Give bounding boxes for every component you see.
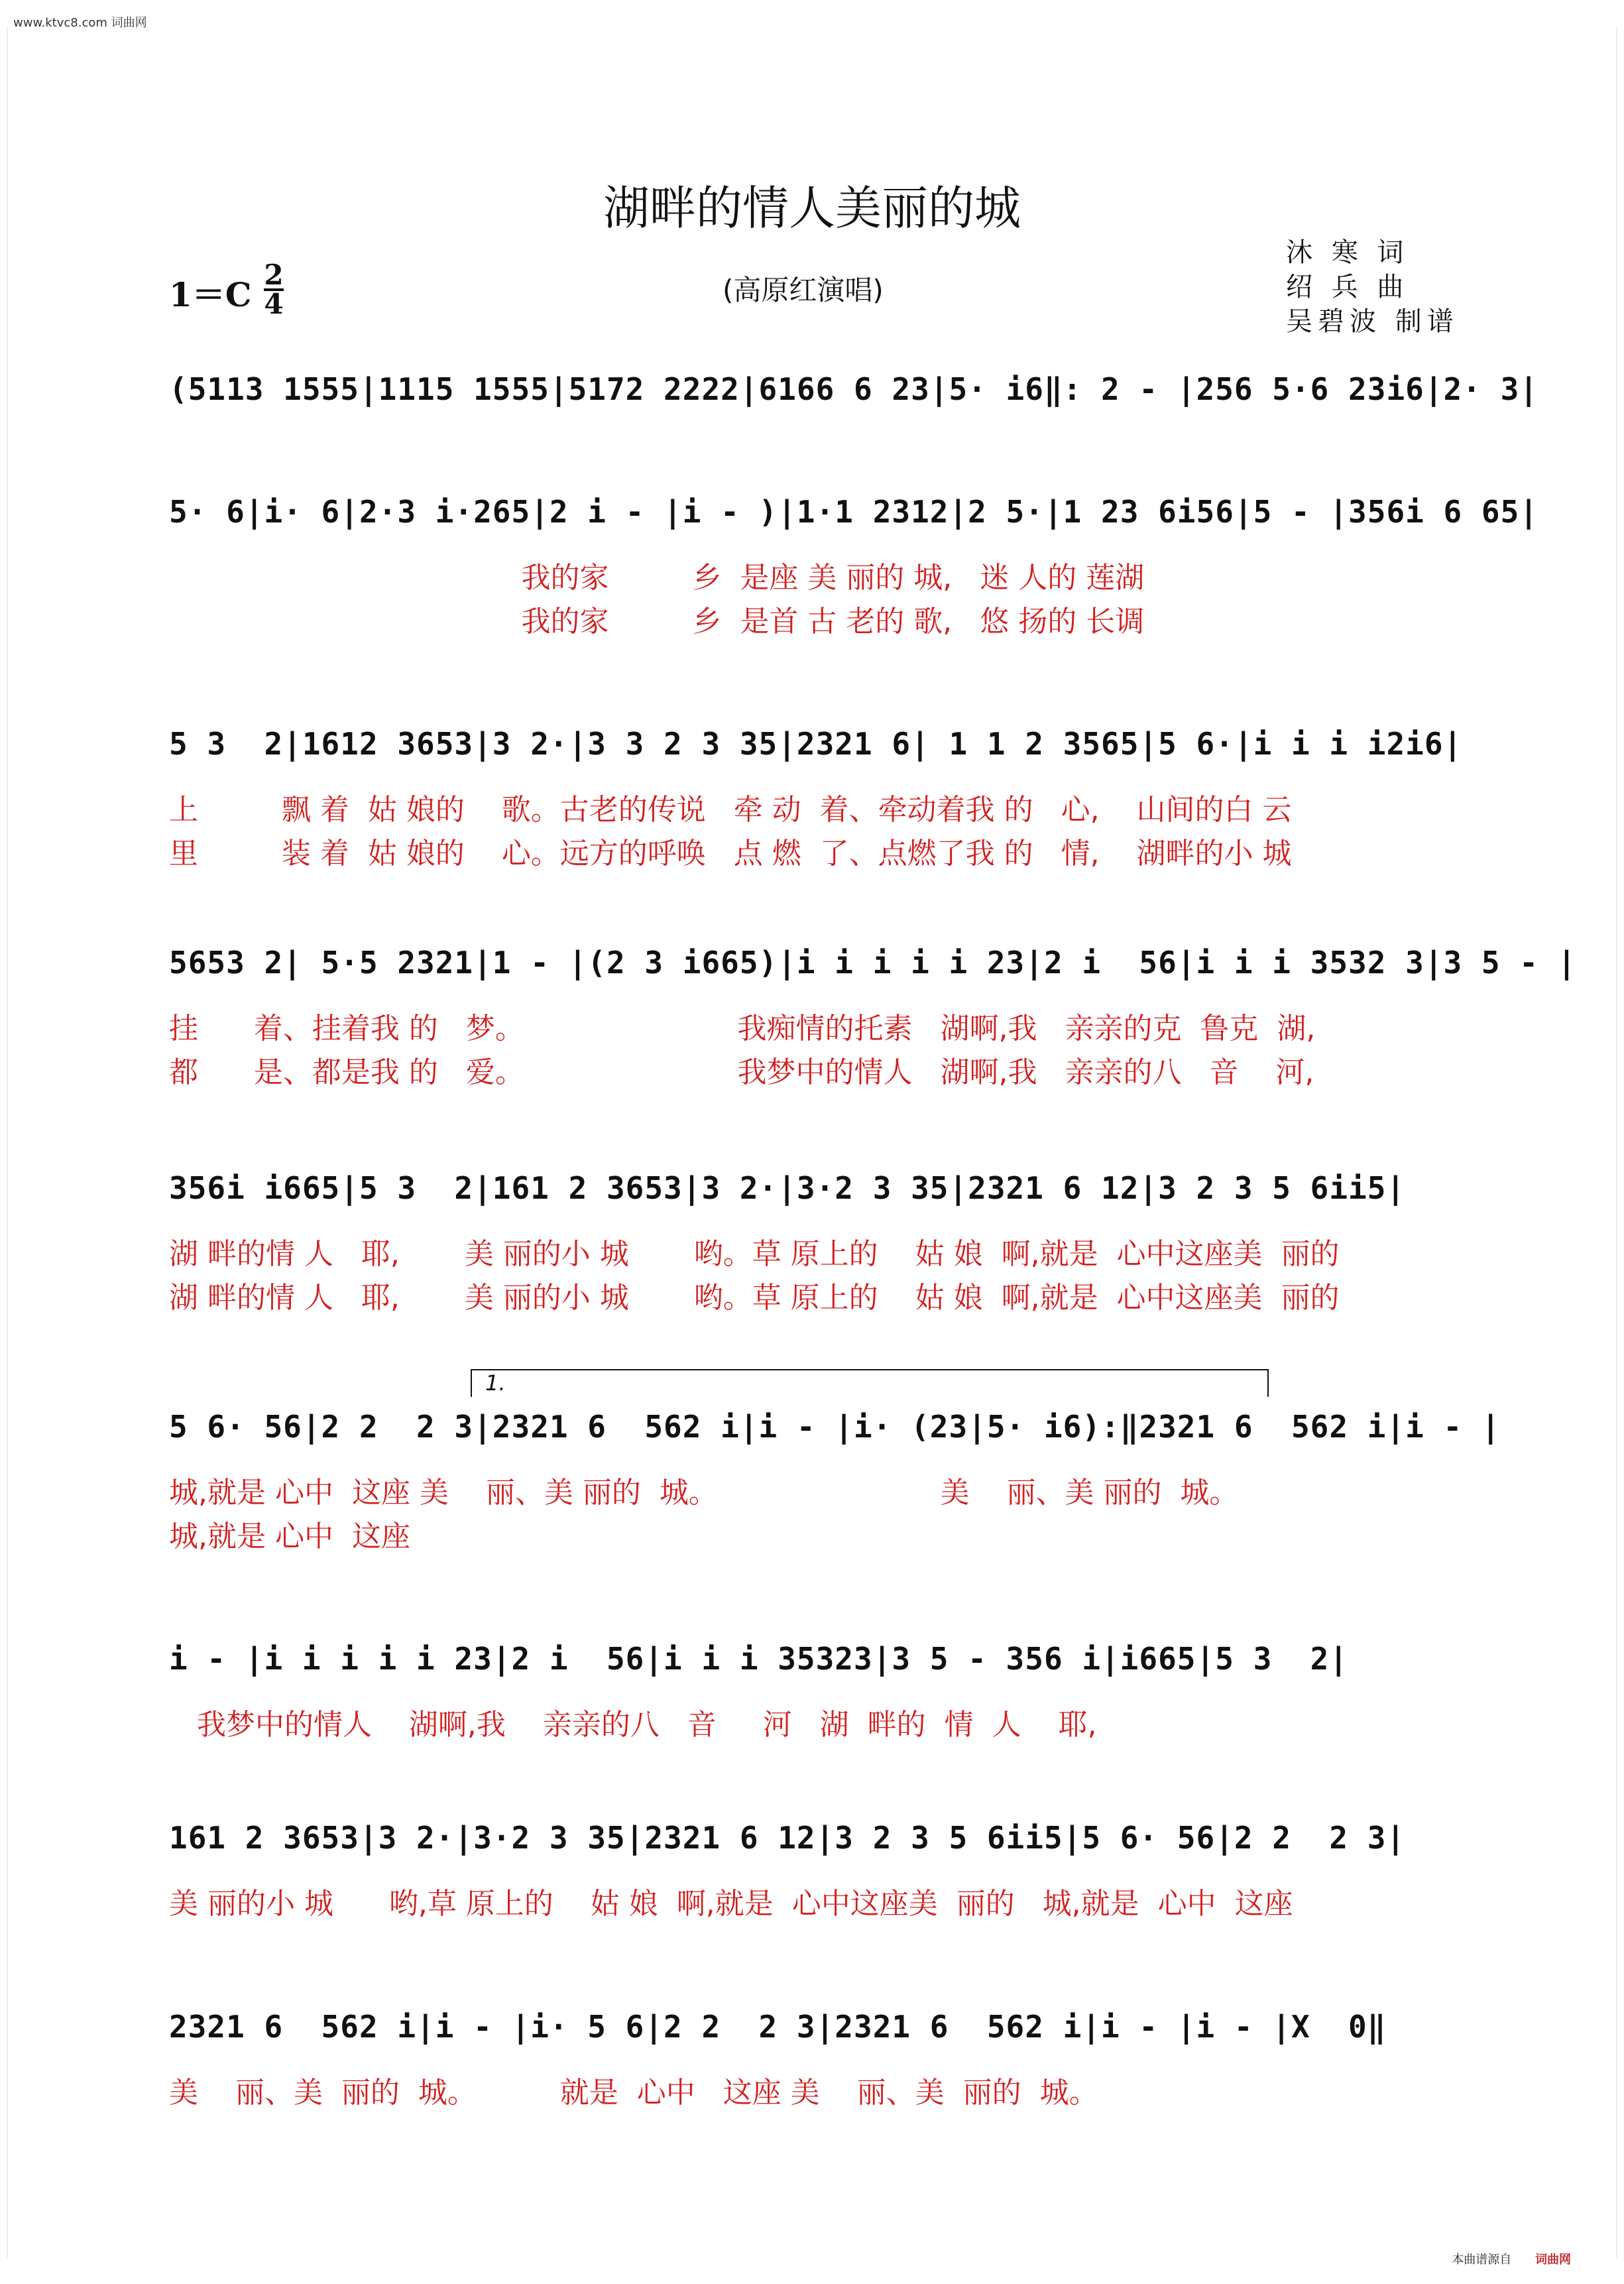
right-margin-line <box>1616 27 1617 2257</box>
arranger-credit: 吴碧波 制谱 <box>1286 306 1459 337</box>
lyric-verse-1: 我的家 乡 是座 美 丽的 城, 迷 人的 莲湖 <box>169 561 1145 595</box>
lyricist-credit: 沐 寒 词 <box>1286 237 1409 268</box>
footer <box>1452 2250 1571 2267</box>
notation-line: 5 3 2|1612 3653|3 2·|3 3 2 3 35|2321 6| 1 1 2 3565|5 6·|i i i i2i6| <box>169 726 1463 762</box>
lyric-verse-1: 挂 着、挂着我 的 梦。 我痴情的托素 湖啊,我 亲亲的克 鲁克 湖, <box>169 1012 1316 1046</box>
composer-credit: 绍 兵 曲 <box>1286 272 1409 302</box>
footer-logo[interactable]: 词曲网 <box>1535 2253 1571 2267</box>
lyric-verse-2: 我的家 乡 是首 古 老的 歌, 悠 扬的 长调 <box>169 605 1145 638</box>
notation-line: 356i i665|5 3 2|161 2 3653|3 2·|3·2 3 35|2321 6 12|3 2 3 5 6ii5| <box>169 1170 1406 1206</box>
credits <box>1286 235 1459 339</box>
volta-label: 1. <box>485 1370 506 1396</box>
lyric-verse-1: 我梦中的情人 湖啊,我 亲亲的八 音 河 湖 畔的 情 人 耶, <box>169 1708 1097 1742</box>
lyric-verse-1: 城,就是 心中 这座 美 丽、美 丽的 城。 美 丽、美 丽的 城。 <box>169 1476 1239 1510</box>
notation-line: 161 2 3653|3 2·|3·2 3 35|2321 6 12|3 2 3 5 6ii5|5 6· 56|2 2 2 3| <box>169 1820 1406 1856</box>
lyric-verse-1: 湖 畔的情 人 耶, 美 丽的小 城 哟。草 原上的 姑 娘 啊,就是 心中这座美 丽的 <box>169 1237 1340 1271</box>
site-header: www.ktvc8.com 词曲网 <box>13 16 147 30</box>
left-margin-line <box>7 27 8 2257</box>
time-top: 2 <box>264 259 284 291</box>
lyric-verse-2: 城,就是 心中 这座 <box>169 1520 410 1553</box>
time-bottom: 4 <box>264 287 284 320</box>
lyric-verse-2: 里 装 着 姑 娘的 心。远方的呼唤 点 燃 了、点燃了我 的 情, 湖畔的小 城 <box>169 837 1292 871</box>
notation-line: 5 6· 56|2 2 2 3|2321 6 562 i|i - |i· (23|5· i6):‖2321 6 562 i|i - | <box>169 1409 1501 1445</box>
lyric-verse-2: 都 是、都是我 的 爱。 我梦中的情人 湖啊,我 亲亲的八 音 河, <box>169 1055 1314 1089</box>
lyric-verse-1: 美 丽的小 城 哟,草 原上的 姑 娘 啊,就是 心中这座美 丽的 城,就是 心中 这座 <box>169 1887 1293 1921</box>
volta-bracket <box>471 1369 1269 1397</box>
performer: (高原红演唱) <box>723 274 884 306</box>
notation-line: (5113 1555|1115 1555|5172 2222|6166 6 23|5· i6‖: 2 - |256 5·6 23i6|2· 3| <box>169 371 1538 407</box>
notation-line: i - |i i i i i 23|2 i 56|i i i 35323|3 5 - 356 i|i665|5 3 2| <box>169 1641 1349 1677</box>
key-signature: 1＝C <box>169 275 252 314</box>
footer-label: 本曲谱源自 <box>1452 2253 1512 2267</box>
lyric-verse-2: 湖 畔的情 人 耶, 美 丽的小 城 哟。草 原上的 姑 娘 啊,就是 心中这座美 丽的 <box>169 1281 1340 1315</box>
notation-line: 5· 6|i· 6|2·3 i·265|2 i - |i - )|1·1 2312|2 5·|1 23 6i56|5 - |356i 6 65| <box>169 494 1538 530</box>
song-title: 湖畔的情人美丽的城 <box>603 181 1021 235</box>
lyric-verse-1: 美 丽、美 丽的 城。 就是 心中 这座 美 丽、美 丽的 城。 <box>169 2076 1098 2110</box>
time-signature <box>264 259 284 320</box>
notation-line: 2321 6 562 i|i - |i· 5 6|2 2 2 3|2321 6 562 i|i - |i - |X 0‖ <box>169 2009 1387 2045</box>
lyric-verse-1: 上 飘 着 姑 娘的 歌。古老的传说 牵 动 着、牵动着我 的 心, 山间的白 云 <box>169 793 1292 827</box>
notation-line: 5653 2| 5·5 2321|1 - |(2 3 i665)|i i i i i 23|2 i 56|i i i 3532 3|3 5 - | <box>169 945 1577 981</box>
